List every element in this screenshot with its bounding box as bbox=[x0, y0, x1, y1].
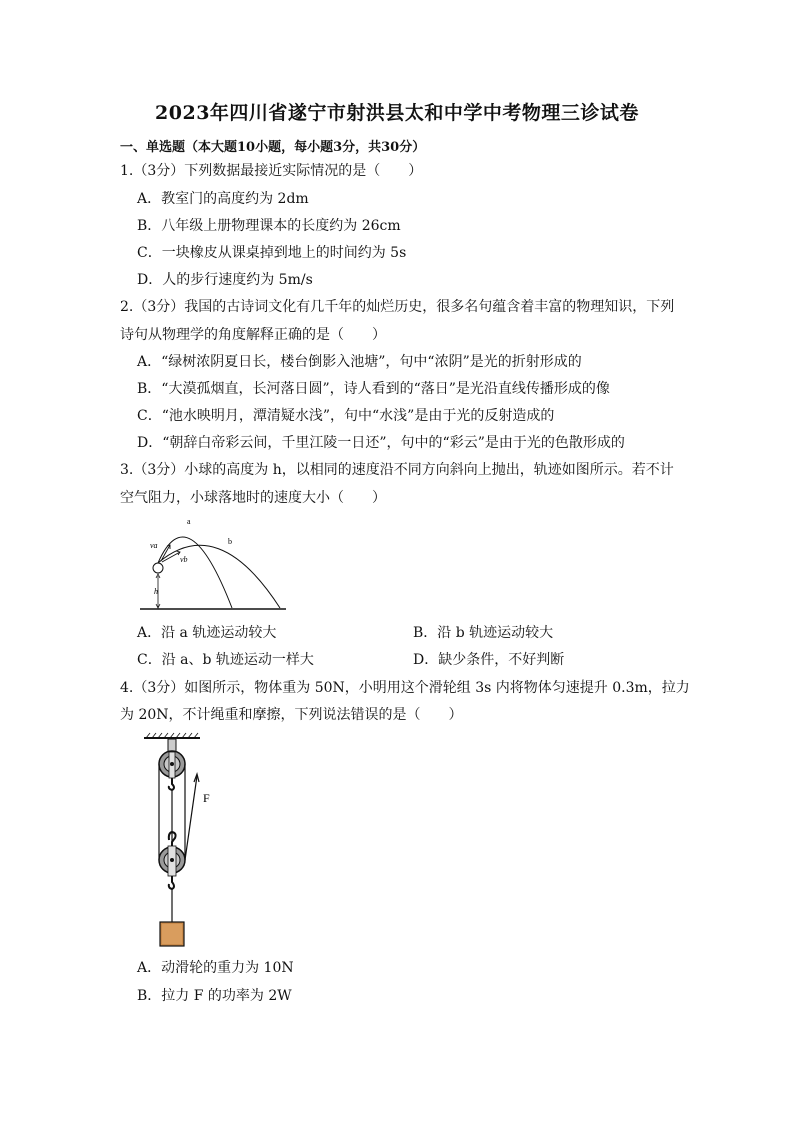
moving-pulley-bottom-hook bbox=[169, 876, 174, 889]
q2-option-d: D．“朝辞白帝彩云间，千里江陵一日还”，句中的“彩云”是由于光的色散形成的 bbox=[137, 435, 625, 451]
trajectory-a bbox=[158, 537, 232, 608]
label-F: F bbox=[203, 791, 210, 805]
q3-stem-line2: 空气阻力，小球落地时的速度大小（ ） bbox=[120, 490, 386, 506]
label-va: va bbox=[150, 541, 158, 550]
label-b: b bbox=[228, 537, 232, 546]
q1-option-c: C．一块橡皮从课桌掉到地上的时间约为 5s bbox=[137, 245, 407, 261]
q2-option-a: A．“绿树浓阴夏日长，楼台倒影入池塘”，句中“浓阴”是光的折射形成的 bbox=[137, 354, 582, 370]
q2-option-b: B．“大漠孤烟直，长河落日圆”，诗人看到的“落日”是光沿直线传播形成的像 bbox=[137, 381, 610, 397]
q3-option-a: A．沿 a 轨迹运动较大 bbox=[137, 625, 277, 641]
fixed-pulley-hook bbox=[169, 778, 174, 790]
ball bbox=[153, 563, 163, 573]
q3-stem-line1: 3.（3分）小球的高度为 h，以相同的速度沿不同方向斜向上抛出，轨迹如图所示。若不计 bbox=[120, 462, 674, 478]
label-h: h bbox=[154, 587, 158, 596]
section-heading: 一、单选题（本大题10小题，每小题3分，共30分） bbox=[120, 140, 426, 155]
q1-option-d: D．人的步行速度约为 5m/s bbox=[137, 272, 313, 288]
q1-option-a: A．教室门的高度约为 2dm bbox=[137, 191, 309, 207]
label-vb: vb bbox=[180, 555, 188, 564]
label-a: a bbox=[187, 517, 191, 526]
page-title: 2023年四川省遂宁市射洪县太和中学中考物理三诊试卷 bbox=[155, 102, 639, 124]
q1-stem: 1.（3分）下列数据最接近实际情况的是（ ） bbox=[120, 163, 423, 179]
q4-option-a: A．动滑轮的重力为 10N bbox=[137, 960, 294, 976]
q3-option-b: B．沿 b 轨迹运动较大 bbox=[413, 625, 554, 641]
q4-stem-line2: 为 20N，不计绳重和摩擦，下列说法错误的是（ ） bbox=[120, 707, 463, 723]
q4-stem-line1: 4.（3分）如图所示，物体重为 50N，小明用这个滑轮组 3s 内将物体匀速提升 0.3m，拉力 bbox=[120, 680, 690, 696]
q4-option-b: B．拉力 F 的功率为 2W bbox=[137, 988, 292, 1004]
pulley-system-figure bbox=[140, 732, 230, 950]
q3-option-c: C．沿 a、b 轨迹运动一样大 bbox=[137, 652, 314, 668]
q2-stem-line2: 诗句从物理学的角度解释正确的是（ ） bbox=[120, 327, 386, 343]
q1-option-b: B．八年级上册物理课本的长度约为 26cm bbox=[137, 218, 401, 234]
projectile-trajectory-figure bbox=[140, 514, 290, 614]
q3-option-d: D．缺少条件，不好判断 bbox=[413, 652, 565, 668]
rope-pull bbox=[185, 776, 197, 860]
q2-option-c: C．“池水映明月，潭清疑水浅”，句中“水浅”是由于光的反射造成的 bbox=[137, 408, 555, 424]
q2-stem-line1: 2.（3分）我国的古诗词文化有几千年的灿烂历史，很多名句蕴含着丰富的物理知识，下列 bbox=[120, 299, 675, 315]
